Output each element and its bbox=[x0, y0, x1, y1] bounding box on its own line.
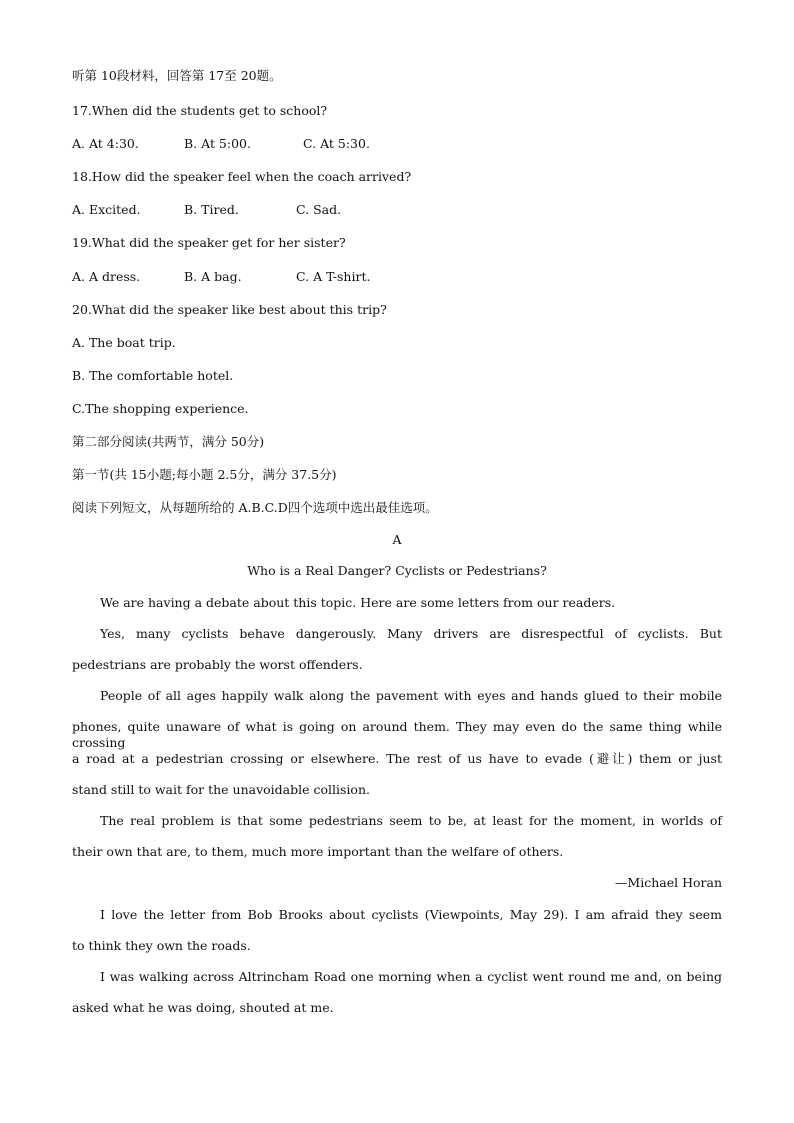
q20-stem: 20.What did the speaker like best about this trip? bbox=[72, 302, 387, 317]
q19-option-b: B. A bag. bbox=[184, 269, 242, 284]
q18-option-b: B. Tired. bbox=[184, 202, 239, 217]
q20-option-b: B. The comfortable hotel. bbox=[72, 368, 234, 383]
reading-section-heading: 第一节(共 15小题;每小题 2.5分，满分 37.5分) bbox=[72, 467, 337, 482]
q18-option-a: A. Excited. bbox=[72, 202, 141, 217]
passage-title: Who is a Real Danger? Cyclists or Pedestrians? bbox=[247, 563, 547, 578]
passage-line: Yes, many cyclists behave dangerously. Many drivers are disrespectful of cyclists. But bbox=[100, 626, 722, 641]
passage-line: asked what he was doing, shouted at me. bbox=[72, 1000, 334, 1015]
passage-line: phones, quite unaware of what is going on around them. They may even do the same thing while crossing bbox=[72, 719, 722, 750]
passage-line: their own that are, to them, much more important than the welfare of others. bbox=[72, 844, 564, 859]
passage-label: A bbox=[392, 532, 402, 547]
passage-line: I love the letter from Bob Brooks about cyclists (Viewpoints, May 29). I am afraid they seem bbox=[100, 907, 722, 922]
q18-stem: 18.How did the speaker feel when the coach arrived? bbox=[72, 169, 412, 184]
reading-part-heading: 第二部分阅读(共两节，满分 50分) bbox=[72, 434, 265, 449]
passage-line: a road at a pedestrian crossing or elsewhere. The rest of us have to evade (避让) them or just bbox=[72, 751, 722, 766]
q17-option-c: C. At 5:30. bbox=[303, 136, 370, 151]
passage-line: I was walking across Altrincham Road one morning when a cyclist went round me and, on being bbox=[100, 969, 722, 984]
passage-line: stand still to wait for the unavoidable collision. bbox=[72, 782, 370, 797]
q19-option-c: C. A T-shirt. bbox=[296, 269, 371, 284]
q17-stem: 17.When did the students get to school? bbox=[72, 103, 328, 118]
passage-line: to think they own the roads. bbox=[72, 938, 251, 953]
q19-option-a: A. A dress. bbox=[72, 269, 141, 284]
q18-options bbox=[72, 202, 722, 218]
q17-option-a: A. At 4:30. bbox=[72, 136, 139, 151]
q17-options bbox=[72, 136, 722, 152]
reading-instruction: 阅读下列短文，从每题所给的 A.B.C.D四个选项中选出最佳选项。 bbox=[72, 500, 438, 515]
listening-intro: 听第 10段材料，回答第 17至 20题。 bbox=[72, 68, 282, 83]
passage-line: pedestrians are probably the worst offenders. bbox=[72, 657, 363, 672]
q19-stem: 19.What did the speaker get for her sister? bbox=[72, 235, 346, 250]
q20-option-c: C.The shopping experience. bbox=[72, 401, 249, 416]
passage-line: We are having a debate about this topic. Here are some letters from our readers. bbox=[100, 595, 616, 610]
passage-line: People of all ages happily walk along the pavement with eyes and hands glued to their mobile bbox=[100, 688, 722, 703]
q18-option-c: C. Sad. bbox=[296, 202, 342, 217]
passage-line: The real problem is that some pedestrians seem to be, at least for the moment, in worlds of bbox=[100, 813, 722, 828]
letter-signature: —Michael Horan bbox=[614, 875, 722, 890]
q20-option-a: A. The boat trip. bbox=[72, 335, 176, 350]
q19-options bbox=[72, 269, 722, 285]
q17-option-b: B. At 5:00. bbox=[184, 136, 251, 151]
